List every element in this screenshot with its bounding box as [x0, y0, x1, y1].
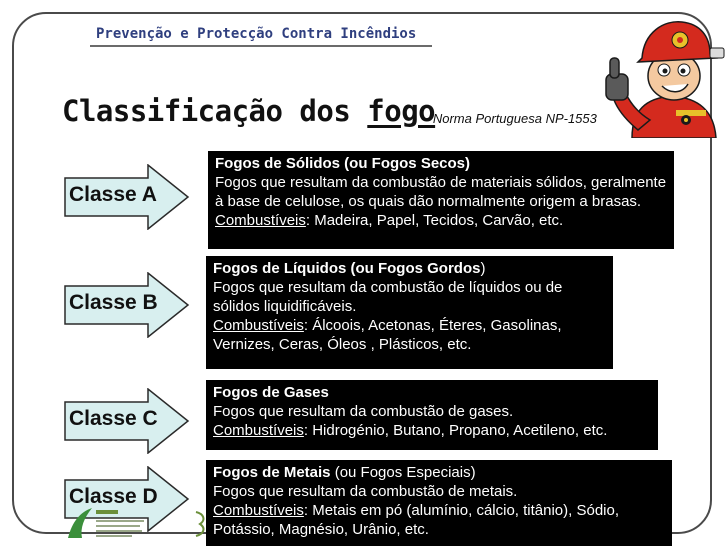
class-b-description-box: [206, 256, 613, 369]
class-b-label: Classe B: [69, 291, 158, 314]
class-a-arrow: [64, 164, 190, 230]
class-b-fuels: Combustíveis: Álcoois, Acetonas, Éteres, Gasolinas, Vernizes, Ceras, Óleos , Plásticos, etc.: [213, 317, 562, 353]
class-d-description-box: [206, 460, 672, 546]
class-c-label: Classe C: [69, 407, 158, 430]
class-a-description: Fogos que resultam da combustão de materiais sólidos, geralmente à base de celulose, os quais dão normalmente origem a brasas.: [215, 174, 667, 210]
class-d-heading: Fogos de Metais (ou Fogos Especiais): [213, 464, 476, 481]
class-c-heading: Fogos de Gases: [213, 384, 329, 401]
class-c-description-box: [206, 380, 658, 450]
class-a-heading: Fogos de Sólidos (ou Fogos Secos): [215, 155, 471, 172]
header-underline: [90, 45, 432, 47]
class-c-description: Fogos que resultam da combustão de gases.: [213, 403, 514, 420]
class-a-label: Classe A: [69, 183, 157, 206]
class-b-arrow: [64, 272, 190, 338]
title-prefix: Classificação dos: [62, 94, 368, 128]
rumos-logo-icon: [66, 504, 158, 540]
class-d-label: Classe D: [69, 485, 158, 508]
class-a-description-box: [208, 151, 674, 249]
class-b-heading: Fogos de Líquidos (ou Fogos Gordos): [213, 260, 486, 277]
class-b-description: Fogos que resultam da combustão de líquidos ou de sólidos liquidificáveis.: [213, 279, 563, 315]
page-title: [62, 94, 435, 128]
firefighter-thumbs-up-icon: [592, 14, 726, 138]
class-c-arrow: [64, 388, 190, 454]
partner-logo-icon: [194, 510, 208, 538]
class-c-fuels: Combustíveis: Hidrogénio, Butano, Propano, Acetileno, etc.: [213, 422, 608, 439]
title-subtitle: – Norma Portuguesa NP-1553: [422, 111, 597, 126]
class-d-description: Fogos que resultam da combustão de metais.: [213, 483, 518, 500]
class-d-fuels: Combustíveis: Metais em pó (alumínio, cálcio, titânio), Sódio, Potássio, Magnésio, Urânio, etc.: [213, 502, 620, 538]
title-keyword: fogo: [367, 94, 436, 128]
class-a-fuels: Combustíveis: Madeira, Papel, Tecidos, Carvão, etc.: [215, 212, 564, 229]
header-title: Prevenção e Protecção Contra Incêndios: [96, 26, 417, 42]
